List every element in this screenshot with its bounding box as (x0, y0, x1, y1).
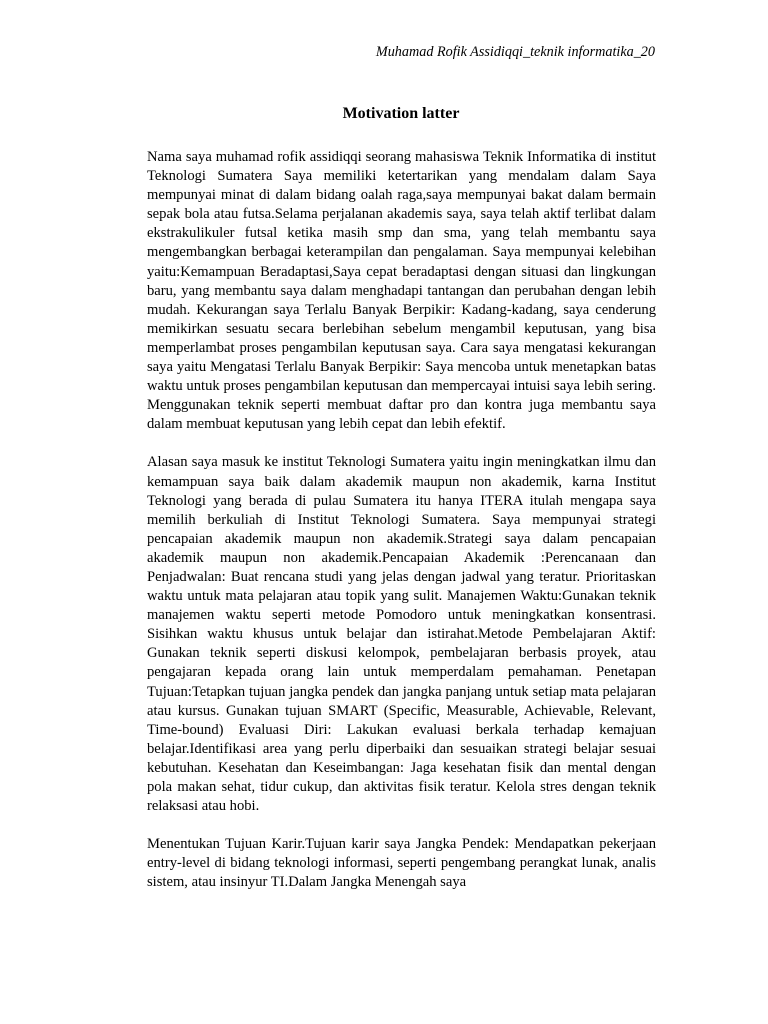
page-header: Muhamad Rofik Assidiqqi_teknik informatika_20 (375, 44, 655, 60)
document-title: Motivation latter (342, 105, 460, 122)
paragraph-career-goals: Menentukan Tujuan Karir.Tujuan karir saya Jangka Pendek: Mendapatkan pekerjaan entry-level di bidang teknologi informasi, seperti pengembang perangkat lunak, analis sistem, atau insinyur TI.Dalam Jangka Menengah saya (147, 836, 656, 891)
paragraph-introduction: Nama saya muhamad rofik assidiqqi seorang mahasiswa Teknik Informatika di institut Teknologi Sumatera Saya memiliki ketertarikan yang mendalam dalam Saya mempunyai minat di dalam bidang oalah raga,saya mempunyai bakat dalam bermain sepak bola atau futsa.Selama perjalanan akademis saya, saya telah aktif terlibat dalam ekstrakulikuler futsal ketika masih smp dan sma, yang telah membantu saya mengembangkan berbagai keterampilan dan pengalaman. Saya mempunyai kelebihan yaitu:Kemampuan Beradaptasi,Saya cepat beradaptasi dengan situasi dan lingkungan baru, yang membantu saya dalam menghadapi tantangan dan perubahan dengan lebih mudah. Kekurangan saya Terlalu Banyak Berpikir: Kadang-kadang, saya cenderung memikirkan sesuatu secara berlebihan sebelum mengambil keputusan, yang bisa memperlambat proses pengambilan keputusan saya. Cara saya mengatasi kekurangan saya yaitu Mengatasi Terlalu Banyak Berpikir: Saya mencoba untuk menetapkan batas waktu untuk proses pengambilan keputusan dan mempercayai intuisi saya lebih sering. Menggunakan teknik seperti membuat daftar pro dan kontra juga membantu saya dalam membuat keputusan yang lebih cepat dan lebih efektif. (147, 149, 656, 433)
paragraph-reasons-and-strategy: Alasan saya masuk ke institut Teknologi Sumatera yaitu ingin meningkatkan ilmu dan kemampuan saya baik dalam akademik maupun non akademik, karna Institut Teknologi yang berada di pulau Sumatera itu hanya ITERA itulah mengapa saya memilih berkuliah di Institut Teknologi Sumatera. Saya mempunyai strategi pencapaian akademik maupun non akademik.Strategi saya dalam pencapaian akademik maupun non akademik.Pencapaian Akademik :Perencanaan dan Penjadwalan: Buat rencana studi yang jelas dengan jadwal yang teratur. Prioritaskan waktu untuk mata pelajaran atau topik yang sulit. Manajemen Waktu:Gunakan teknik manajemen waktu seperti metode Pomodoro untuk meningkatkan konsentrasi. Sisihkan waktu khusus untuk belajar dan istirahat.Metode Pembelajaran Aktif: Gunakan teknik seperti diskusi kelompok, pembelajaran berbasis proyek, atau pengajaran kepada orang lain untuk memperdalam pemahaman. Penetapan Tujuan:Tetapkan tujuan jangka pendek dan jangka panjang untuk setiap mata pelajaran atau kursus. Gunakan tujuan SMART (Specific, Measurable, Achievable, Relevant, Time-bound) Evaluasi Diri: Lakukan evaluasi berkala terhadap kemajuan belajar.Identifikasi area yang perlu diperbaiki dan sesuaikan strategi belajar sesuai kebutuhan. Kesehatan dan Keseimbangan: Jaga kesehatan fisik dan mental dengan pola makan sehat, tidur cukup, dan aktivitas fisik teratur. Kelola stres dengan teknik relaksasi atau hobi. (147, 454, 656, 815)
document-body (147, 148, 656, 911)
